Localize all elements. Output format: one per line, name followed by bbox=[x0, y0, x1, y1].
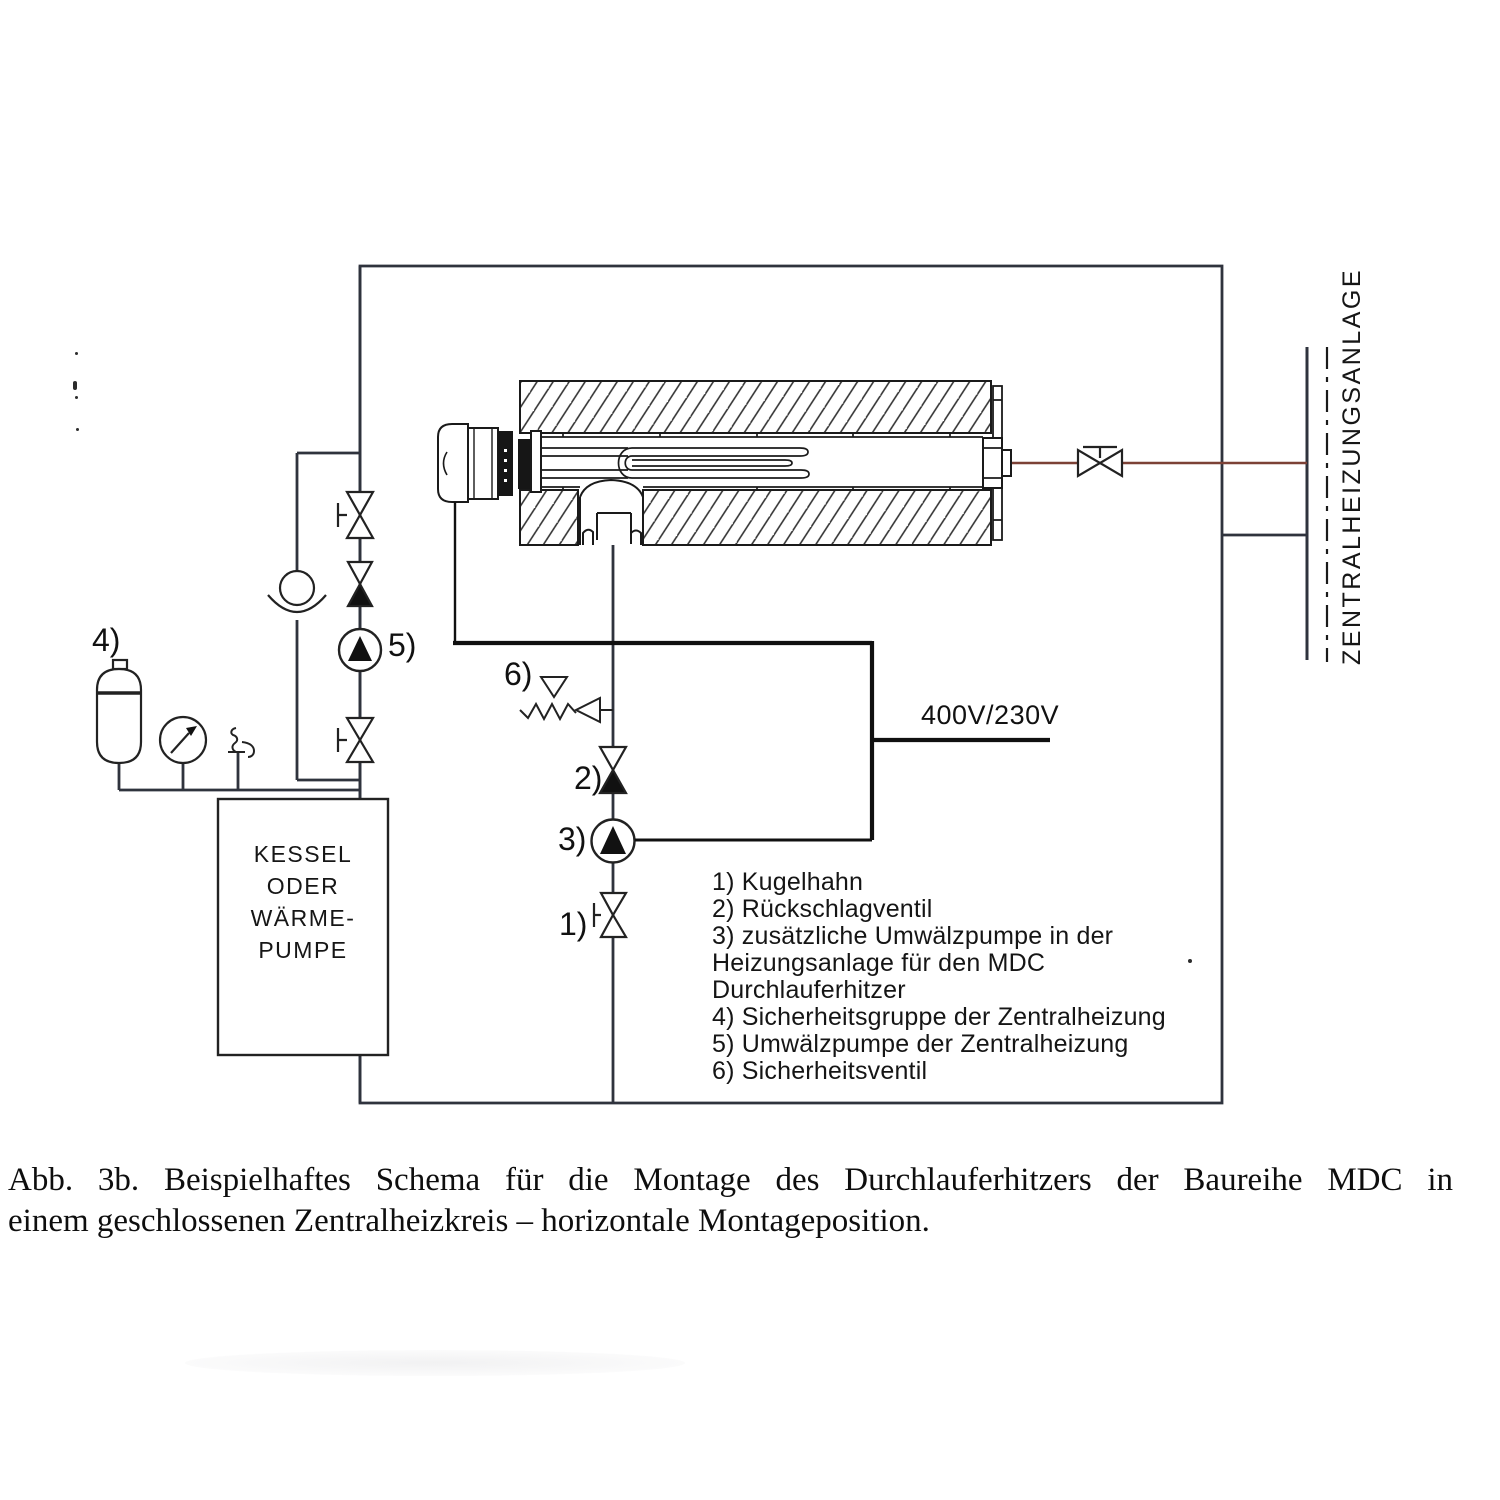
caption-line-1: Abb. 3b. Beispielhaftes Schema für die Montage des Durchlauferhitzers der Baureihe MDC in bbox=[8, 1162, 1453, 1198]
caption-line-2: einem geschlossenen Zentralheizkreis – horizontale Montageposition. bbox=[8, 1203, 930, 1239]
legend-line: 1) Kugelhahn bbox=[712, 868, 864, 896]
scan-smudge bbox=[185, 1350, 685, 1376]
boiler-label-line: KESSEL bbox=[253, 841, 353, 867]
hot-pipe-valve bbox=[1078, 447, 1122, 476]
legend-line: 5) Umwälzpumpe der Zentralheizung bbox=[712, 1030, 1129, 1058]
legend bbox=[712, 869, 1182, 1085]
stack-check-valve bbox=[348, 562, 372, 606]
expansion-vessel bbox=[97, 660, 141, 763]
stack-shutoff-valve-bottom bbox=[338, 718, 373, 762]
legend-line: 6) Sicherheitsventil bbox=[712, 1057, 928, 1085]
legend-line: 4) Sicherheitsgruppe der Zentralheizung bbox=[712, 1003, 1166, 1031]
pressure-gauge bbox=[160, 717, 206, 763]
check-valve-2-symbol bbox=[600, 747, 626, 793]
legend-line: Heizungsanlage für den MDC bbox=[712, 949, 1046, 977]
power-supply-label: 400V/230V bbox=[921, 700, 1060, 730]
callout-6: 6) bbox=[504, 656, 533, 692]
scan-speck bbox=[76, 428, 79, 431]
scan-speck bbox=[75, 396, 78, 399]
callout-1: 1) bbox=[559, 906, 588, 942]
callout-4: 4) bbox=[92, 622, 121, 658]
pump-3-symbol bbox=[592, 820, 635, 863]
callout-2: 2) bbox=[574, 760, 603, 796]
heater-bottom-port bbox=[580, 480, 643, 545]
boiler-label-line: PUMPE bbox=[258, 937, 348, 963]
ball-valve-1-symbol bbox=[594, 893, 626, 937]
pump-5-symbol bbox=[339, 629, 381, 671]
boiler-label bbox=[218, 838, 388, 966]
legend-line: 2) Rückschlagventil bbox=[712, 895, 933, 923]
bypass-device-symbol bbox=[268, 571, 326, 612]
figure-caption bbox=[8, 1160, 1453, 1242]
air-vent-symbol bbox=[228, 728, 254, 757]
callout-5: 5) bbox=[388, 627, 417, 663]
legend-line: Durchlauferhitzer bbox=[712, 976, 906, 1004]
boiler-label-line: ODER bbox=[266, 873, 340, 899]
scan-speck bbox=[75, 352, 78, 355]
scan-speck bbox=[1188, 959, 1192, 963]
heating-element bbox=[541, 448, 809, 478]
safety-valve-6-symbol bbox=[520, 677, 613, 722]
boiler-label-line: WÄRME- bbox=[250, 905, 356, 931]
scan-speck bbox=[73, 381, 77, 390]
central-heating-system-label: ZENTRALHEIZUNGSANLAGE bbox=[1338, 267, 1366, 665]
callout-3: 3) bbox=[558, 821, 587, 857]
heater-shell bbox=[520, 381, 991, 545]
stack-shutoff-valve-top bbox=[338, 492, 373, 538]
legend-line: 3) zusätzliche Umwälzpumpe in der bbox=[712, 922, 1114, 950]
heater-unit bbox=[438, 381, 1011, 545]
electrical-wiring bbox=[453, 502, 1050, 840]
central-heating-manifold bbox=[1307, 347, 1327, 662]
